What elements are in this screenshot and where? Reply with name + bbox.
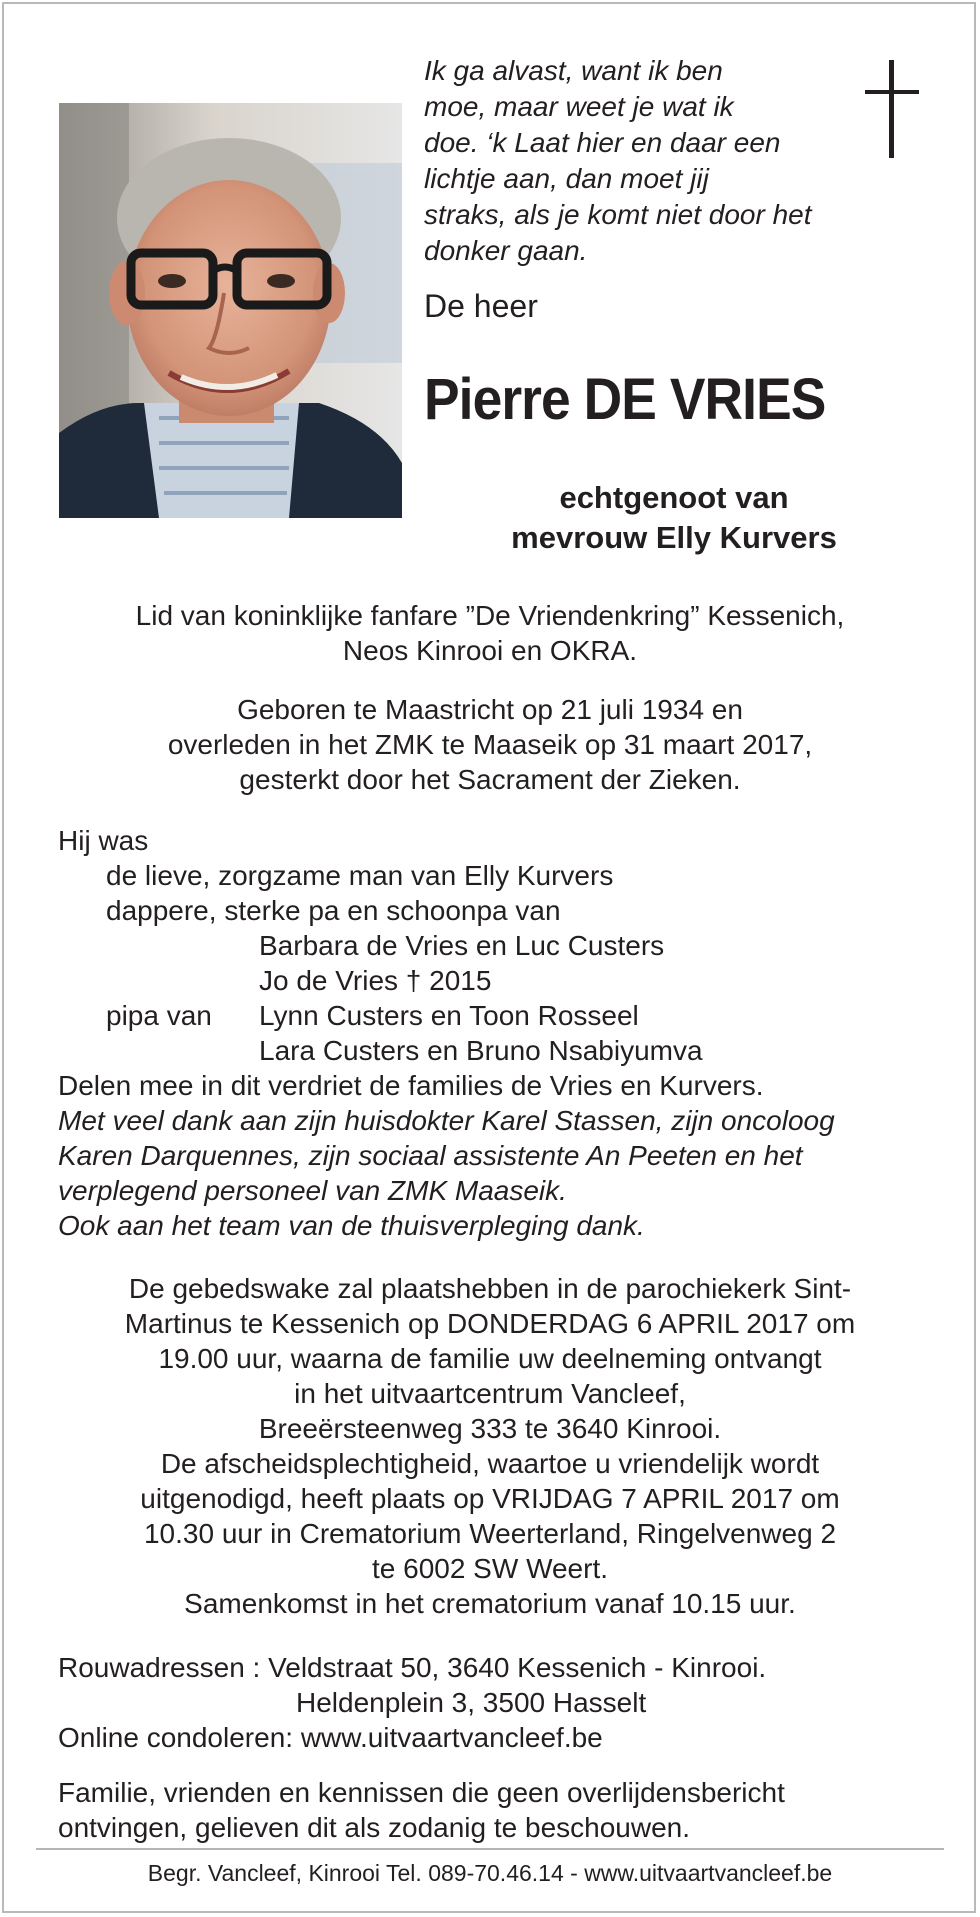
family-child: Barbara de Vries en Luc Custers [259,930,665,961]
ceremony-line: De afscheidsplechtigheid, waartoe u vriendelijk wordt [160,1448,820,1479]
family-families: Delen mee in dit verdriet de families de Vries en Kurvers. [58,1070,764,1101]
ceremony-line: De gebedswake zal plaatshebben in de parochiekerk Sint- [128,1273,852,1304]
portrait-photo [59,103,402,518]
poem-line: Ik ga alvast, want ik ben [424,55,723,86]
thanks-line: Ook aan het team van de thuisverpleging dank. [58,1210,645,1241]
membership-line: Neos Kinrooi en OKRA. [342,635,638,666]
poem-line: straks, als je komt niet door het [424,199,812,230]
ceremony-line: in het uitvaartcentrum Vancleef, [294,1378,686,1409]
address-line-2: Heldenplein 3, 3500 Hasselt [296,1687,647,1718]
birth-death-line: gesterkt door het Sacrament der Zieken. [239,764,741,795]
online-condolence-link[interactable]: Online condoleren: www.uitvaartvancleef.be [58,1722,603,1753]
spouse-line: echtgenoot van [559,480,789,515]
poem-line: moe, maar weet je wat ik [424,91,734,122]
birth-death-line: Geboren te Maastricht op 21 juli 1934 en [237,694,743,725]
thanks-block [58,1103,835,1243]
poem [424,53,874,269]
ceremony-line: Breeërsteenweg 333 te 3640 Kinrooi. [258,1413,722,1444]
spouse-block [424,478,924,558]
membership-line: Lid van koninklijke fanfare ”De Vriendenkring” Kessenich, [135,600,845,631]
spouse-line: mevrouw Elly Kurvers [511,520,837,555]
footer: Begr. Vancleef, Kinrooi Tel. 089-70.46.14 - www.uitvaartvancleef.be [147,1860,833,1886]
membership-block [40,598,940,668]
footer-divider [36,1848,944,1850]
ceremony-line: 19.00 uur, waarna de familie uw deelneming ontvangt [158,1343,822,1374]
family-grand-label: pipa van [106,1000,212,1031]
family-father-label: dappere, sterke pa en schoonpa van [106,895,561,926]
poem-line: doe. ‘k Laat hier en daar een [424,127,781,158]
thanks-line: verplegend personeel van ZMK Maaseik. [58,1175,567,1206]
notice-block [58,1775,785,1845]
ceremony-line: te 6002 SW Weert. [371,1553,609,1584]
ceremony-line: uitgenodigd, heeft plaats op VRIJDAG 7 APRIL 2017 om [140,1483,840,1514]
family-husband: de lieve, zorgzame man van Elly Kurvers [106,860,614,891]
thanks-line: Met veel dank aan zijn huisdokter Karel Stassen, zijn oncoloog [58,1105,835,1136]
poem-line: donker gaan. [424,235,588,266]
poem-line: lichtje aan, dan moet jij [424,163,709,194]
ceremony-block [40,1271,940,1621]
ceremony-line: Martinus te Kessenich op DONDERDAG 6 APRIL 2017 om [124,1308,856,1339]
salutation: De heer [424,288,538,324]
family-grandchild: Lara Custers en Bruno Nsabiyumva [259,1035,703,1066]
family-intro: Hij was [58,825,149,856]
family-grandchild: Lynn Custers en Toon Rosseel [259,1000,639,1031]
family-child: Jo de Vries † 2015 [259,965,492,996]
address-line-1: Rouwadressen : Veldstraat 50, 3640 Kessenich - Kinrooi. [58,1652,767,1683]
birth-death-line: overleden in het ZMK te Maaseik op 31 maart 2017, [167,729,813,760]
birth-death-block [40,692,940,797]
notice-line: ontvingen, gelieven dit als zodanig te beschouwen. [58,1812,690,1843]
thanks-line: Karen Darquennes, zijn sociaal assistente An Peeten en het [58,1140,803,1171]
notice-line: Familie, vrienden en kennissen die geen overlijdensbericht [58,1777,785,1808]
deceased-name: Pierre DE VRIES [424,367,826,432]
ceremony-line: 10.30 uur in Crematorium Weerterland, Ringelvenweg 2 [143,1518,837,1549]
ceremony-line: Samenkomst in het crematorium vanaf 10.15 uur. [184,1588,796,1619]
